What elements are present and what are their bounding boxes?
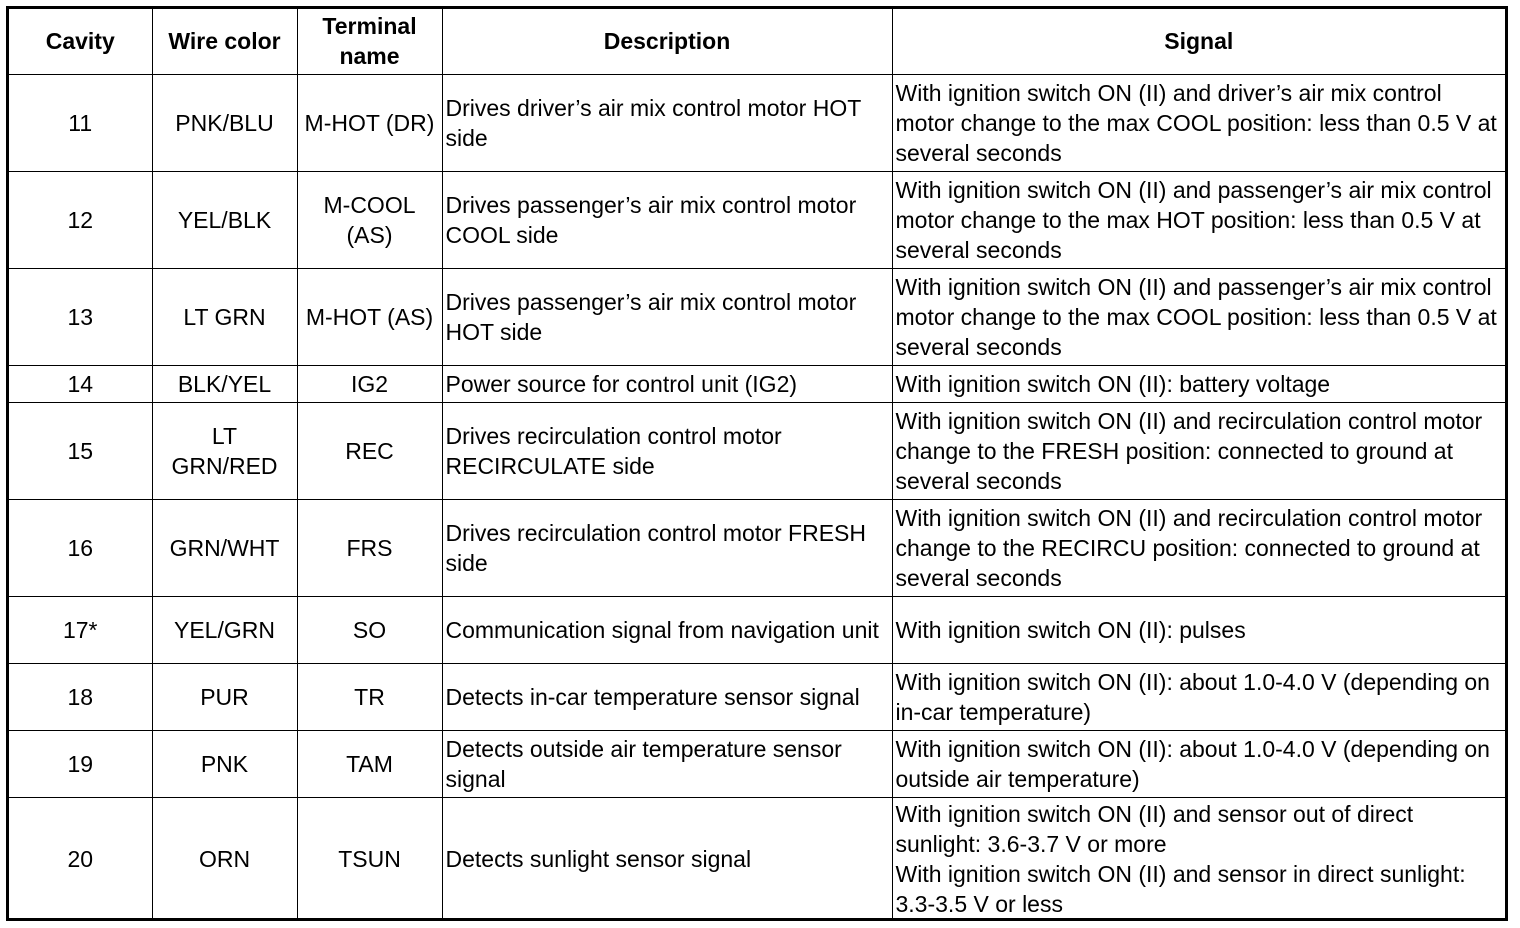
table-row [9, 730, 1505, 797]
signal-cell: With ignition switch ON (II): about 1.0-4.0 V (depending on in-car temperature) [892, 663, 1505, 730]
terminal-name-cell: M-HOT (AS) [297, 268, 442, 365]
description-cell: Communication signal from navigation unit [442, 596, 892, 663]
cavity-cell: 16 [9, 499, 152, 596]
signal-line-in-sunlight: With ignition switch ON (II) and sensor in direct sunlight: 3.3-3.5 V or less [895, 861, 1466, 918]
connector-table-frame [6, 6, 1508, 921]
header-terminal-name: Terminal name [297, 9, 442, 74]
terminal-name-cell: IG2 [297, 365, 442, 402]
signal-cell: With ignition switch ON (II) and driver’s air mix control motor change to the max COOL position: less than 0.5 V at several seconds [892, 74, 1505, 171]
terminal-name-cell: M-HOT (DR) [297, 74, 442, 171]
description-cell: Drives passenger’s air mix control motor HOT side [442, 268, 892, 365]
wire-color-cell: GRN/WHT [152, 499, 297, 596]
wire-color-cell: LT GRN [152, 268, 297, 365]
wire-color-cell: PNK/BLU [152, 74, 297, 171]
table-header-row [9, 9, 1505, 74]
terminal-name-cell: FRS [297, 499, 442, 596]
description-cell: Drives driver’s air mix control motor HOT side [442, 74, 892, 171]
terminal-name-cell: M-COOL (AS) [297, 171, 442, 268]
terminal-name-cell: TSUN [297, 797, 442, 921]
signal-cell: With ignition switch ON (II): battery voltage [892, 365, 1505, 402]
cavity-cell: 12 [9, 171, 152, 268]
signal-cell: With ignition switch ON (II) and recirculation control motor change to the FRESH position: connected to ground at several seconds [892, 402, 1505, 499]
cavity-cell: 11 [9, 74, 152, 171]
table-row [9, 663, 1505, 730]
cavity-cell: 13 [9, 268, 152, 365]
cavity-cell: 18 [9, 663, 152, 730]
description-cell: Detects sunlight sensor signal [442, 797, 892, 921]
terminal-name-cell: SO [297, 596, 442, 663]
wire-color-cell: LT GRN/RED [152, 402, 297, 499]
signal-cell: With ignition switch ON (II): about 1.0-4.0 V (depending on outside air temperature) [892, 730, 1505, 797]
wire-color-cell: PNK [152, 730, 297, 797]
cavity-cell: 17* [9, 596, 152, 663]
table-row [9, 402, 1505, 499]
wire-color-cell: YEL/GRN [152, 596, 297, 663]
cavity-cell: 19 [9, 730, 152, 797]
description-cell: Detects outside air temperature sensor signal [442, 730, 892, 797]
description-cell: Power source for control unit (IG2) [442, 365, 892, 402]
table-row [9, 499, 1505, 596]
signal-cell: With ignition switch ON (II) and passenger’s air mix control motor change to the max COOL position: less than 0.5 V at several seconds [892, 268, 1505, 365]
header-cavity: Cavity [9, 9, 152, 74]
signal-cell: With ignition switch ON (II) and recirculation control motor change to the RECIRCU position: connected to ground at several seconds [892, 499, 1505, 596]
signal-cell: With ignition switch ON (II) and passenger’s air mix control motor change to the max HOT position: less than 0.5 V at several seconds [892, 171, 1505, 268]
description-cell: Detects in-car temperature sensor signal [442, 663, 892, 730]
terminal-name-cell: TAM [297, 730, 442, 797]
connector-terminal-table [9, 9, 1505, 921]
wire-color-cell: ORN [152, 797, 297, 921]
description-cell: Drives passenger’s air mix control motor COOL side [442, 171, 892, 268]
table-row [9, 268, 1505, 365]
terminal-name-cell: REC [297, 402, 442, 499]
cavity-cell: 14 [9, 365, 152, 402]
header-description: Description [442, 9, 892, 74]
terminal-name-cell: TR [297, 663, 442, 730]
cavity-cell: 15 [9, 402, 152, 499]
wire-color-cell: YEL/BLK [152, 171, 297, 268]
description-cell: Drives recirculation control motor RECIRCULATE side [442, 402, 892, 499]
table-row [9, 74, 1505, 171]
header-wire-color: Wire color [152, 9, 297, 74]
cavity-cell: 20 [9, 797, 152, 921]
description-cell: Drives recirculation control motor FRESH side [442, 499, 892, 596]
signal-line-out-of-sunlight: With ignition switch ON (II) and sensor out of direct sunlight: 3.6-3.7 V or more [895, 801, 1414, 858]
table-row [9, 171, 1505, 268]
table-row [9, 596, 1505, 663]
table-row [9, 365, 1505, 402]
signal-cell: With ignition switch ON (II): pulses [892, 596, 1505, 663]
wire-color-cell: BLK/YEL [152, 365, 297, 402]
header-signal: Signal [892, 9, 1505, 74]
table-row [9, 797, 1505, 921]
signal-cell [892, 797, 1505, 921]
wire-color-cell: PUR [152, 663, 297, 730]
